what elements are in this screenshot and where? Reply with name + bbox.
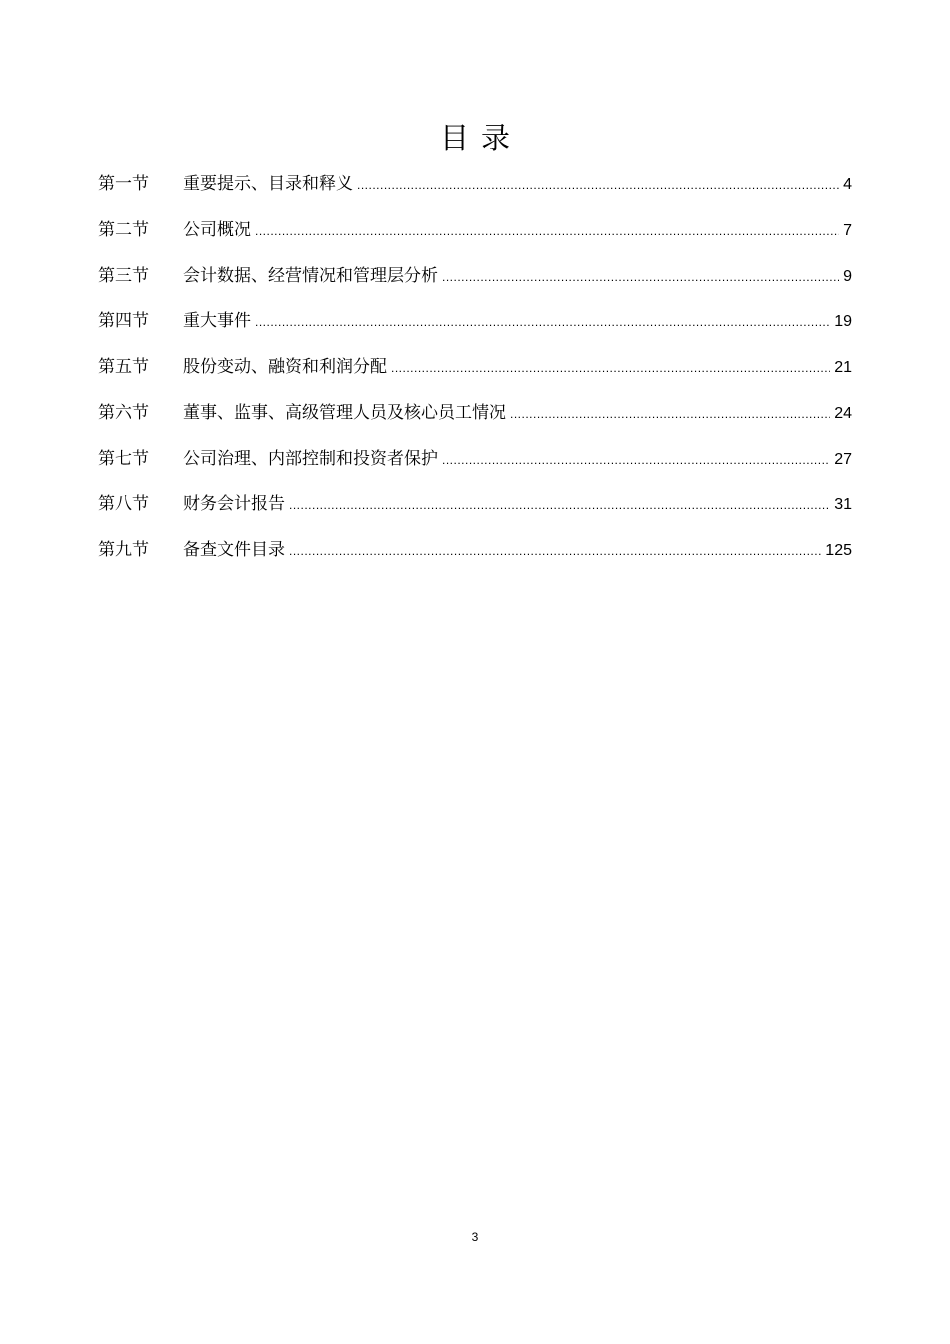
toc-entry[interactable] [98, 443, 852, 489]
toc-section-number: 第九节 [98, 540, 149, 560]
toc-section-title: 财务会计报告 [183, 494, 285, 515]
toc-leader-dots [510, 398, 830, 430]
toc-page-number: 21 [834, 359, 852, 376]
toc-section-title: 董事、监事、高级管理人员及核心员工情况 [183, 402, 506, 423]
toc-section-title: 备查文件目录 [183, 540, 285, 560]
toc-section-title: 会计数据、经营情况和管理层分析 [183, 265, 438, 286]
toc-section-number: 第七节 [98, 448, 149, 469]
toc-page-number: 24 [834, 404, 852, 422]
toc-section-number: 第三节 [98, 265, 149, 286]
toc-section-number: 第八节 [98, 494, 149, 515]
toc-page-number: 125 [825, 542, 852, 559]
footer-page-number: 3 [471, 1230, 479, 1244]
toc-leader-dots [391, 352, 830, 384]
toc-page-number: 7 [843, 221, 852, 239]
toc-section-number: 第一节 [98, 174, 149, 194]
toc-page-number: 9 [843, 267, 852, 285]
toc-page-number: 4 [843, 176, 852, 193]
toc-leader-dots [255, 215, 839, 247]
toc-entry[interactable] [98, 305, 852, 351]
page-title: 目录 [439, 121, 522, 155]
toc-section-title: 股份变动、融资和利润分配 [183, 357, 387, 377]
toc-entry[interactable] [98, 214, 852, 260]
toc-entry[interactable] [98, 534, 852, 580]
toc-section-number: 第二节 [98, 219, 149, 240]
toc-entry[interactable] [98, 488, 852, 534]
toc-section-number: 第五节 [98, 357, 149, 377]
toc-leader-dots [357, 169, 839, 201]
toc-entry[interactable] [98, 397, 852, 443]
toc-section-title: 重要提示、目录和释义 [183, 174, 353, 194]
toc-entry[interactable] [98, 351, 852, 397]
toc-section-title: 公司治理、内部控制和投资者保护 [183, 448, 438, 469]
toc-leader-dots [255, 306, 830, 338]
toc-entry[interactable] [98, 260, 852, 306]
toc-leader-dots [442, 444, 830, 476]
toc-entry[interactable] [98, 168, 852, 214]
toc-page-number: 31 [834, 496, 852, 514]
toc-section-number: 第四节 [98, 311, 149, 332]
table-of-contents [98, 168, 852, 580]
toc-page-number: 27 [834, 450, 852, 468]
toc-leader-dots [442, 261, 839, 293]
toc-section-number: 第六节 [98, 402, 149, 423]
toc-section-title: 重大事件 [183, 311, 251, 332]
toc-section-title: 公司概况 [183, 219, 251, 240]
toc-page-number: 19 [834, 313, 852, 331]
toc-leader-dots [289, 489, 830, 521]
toc-leader-dots [289, 535, 821, 567]
